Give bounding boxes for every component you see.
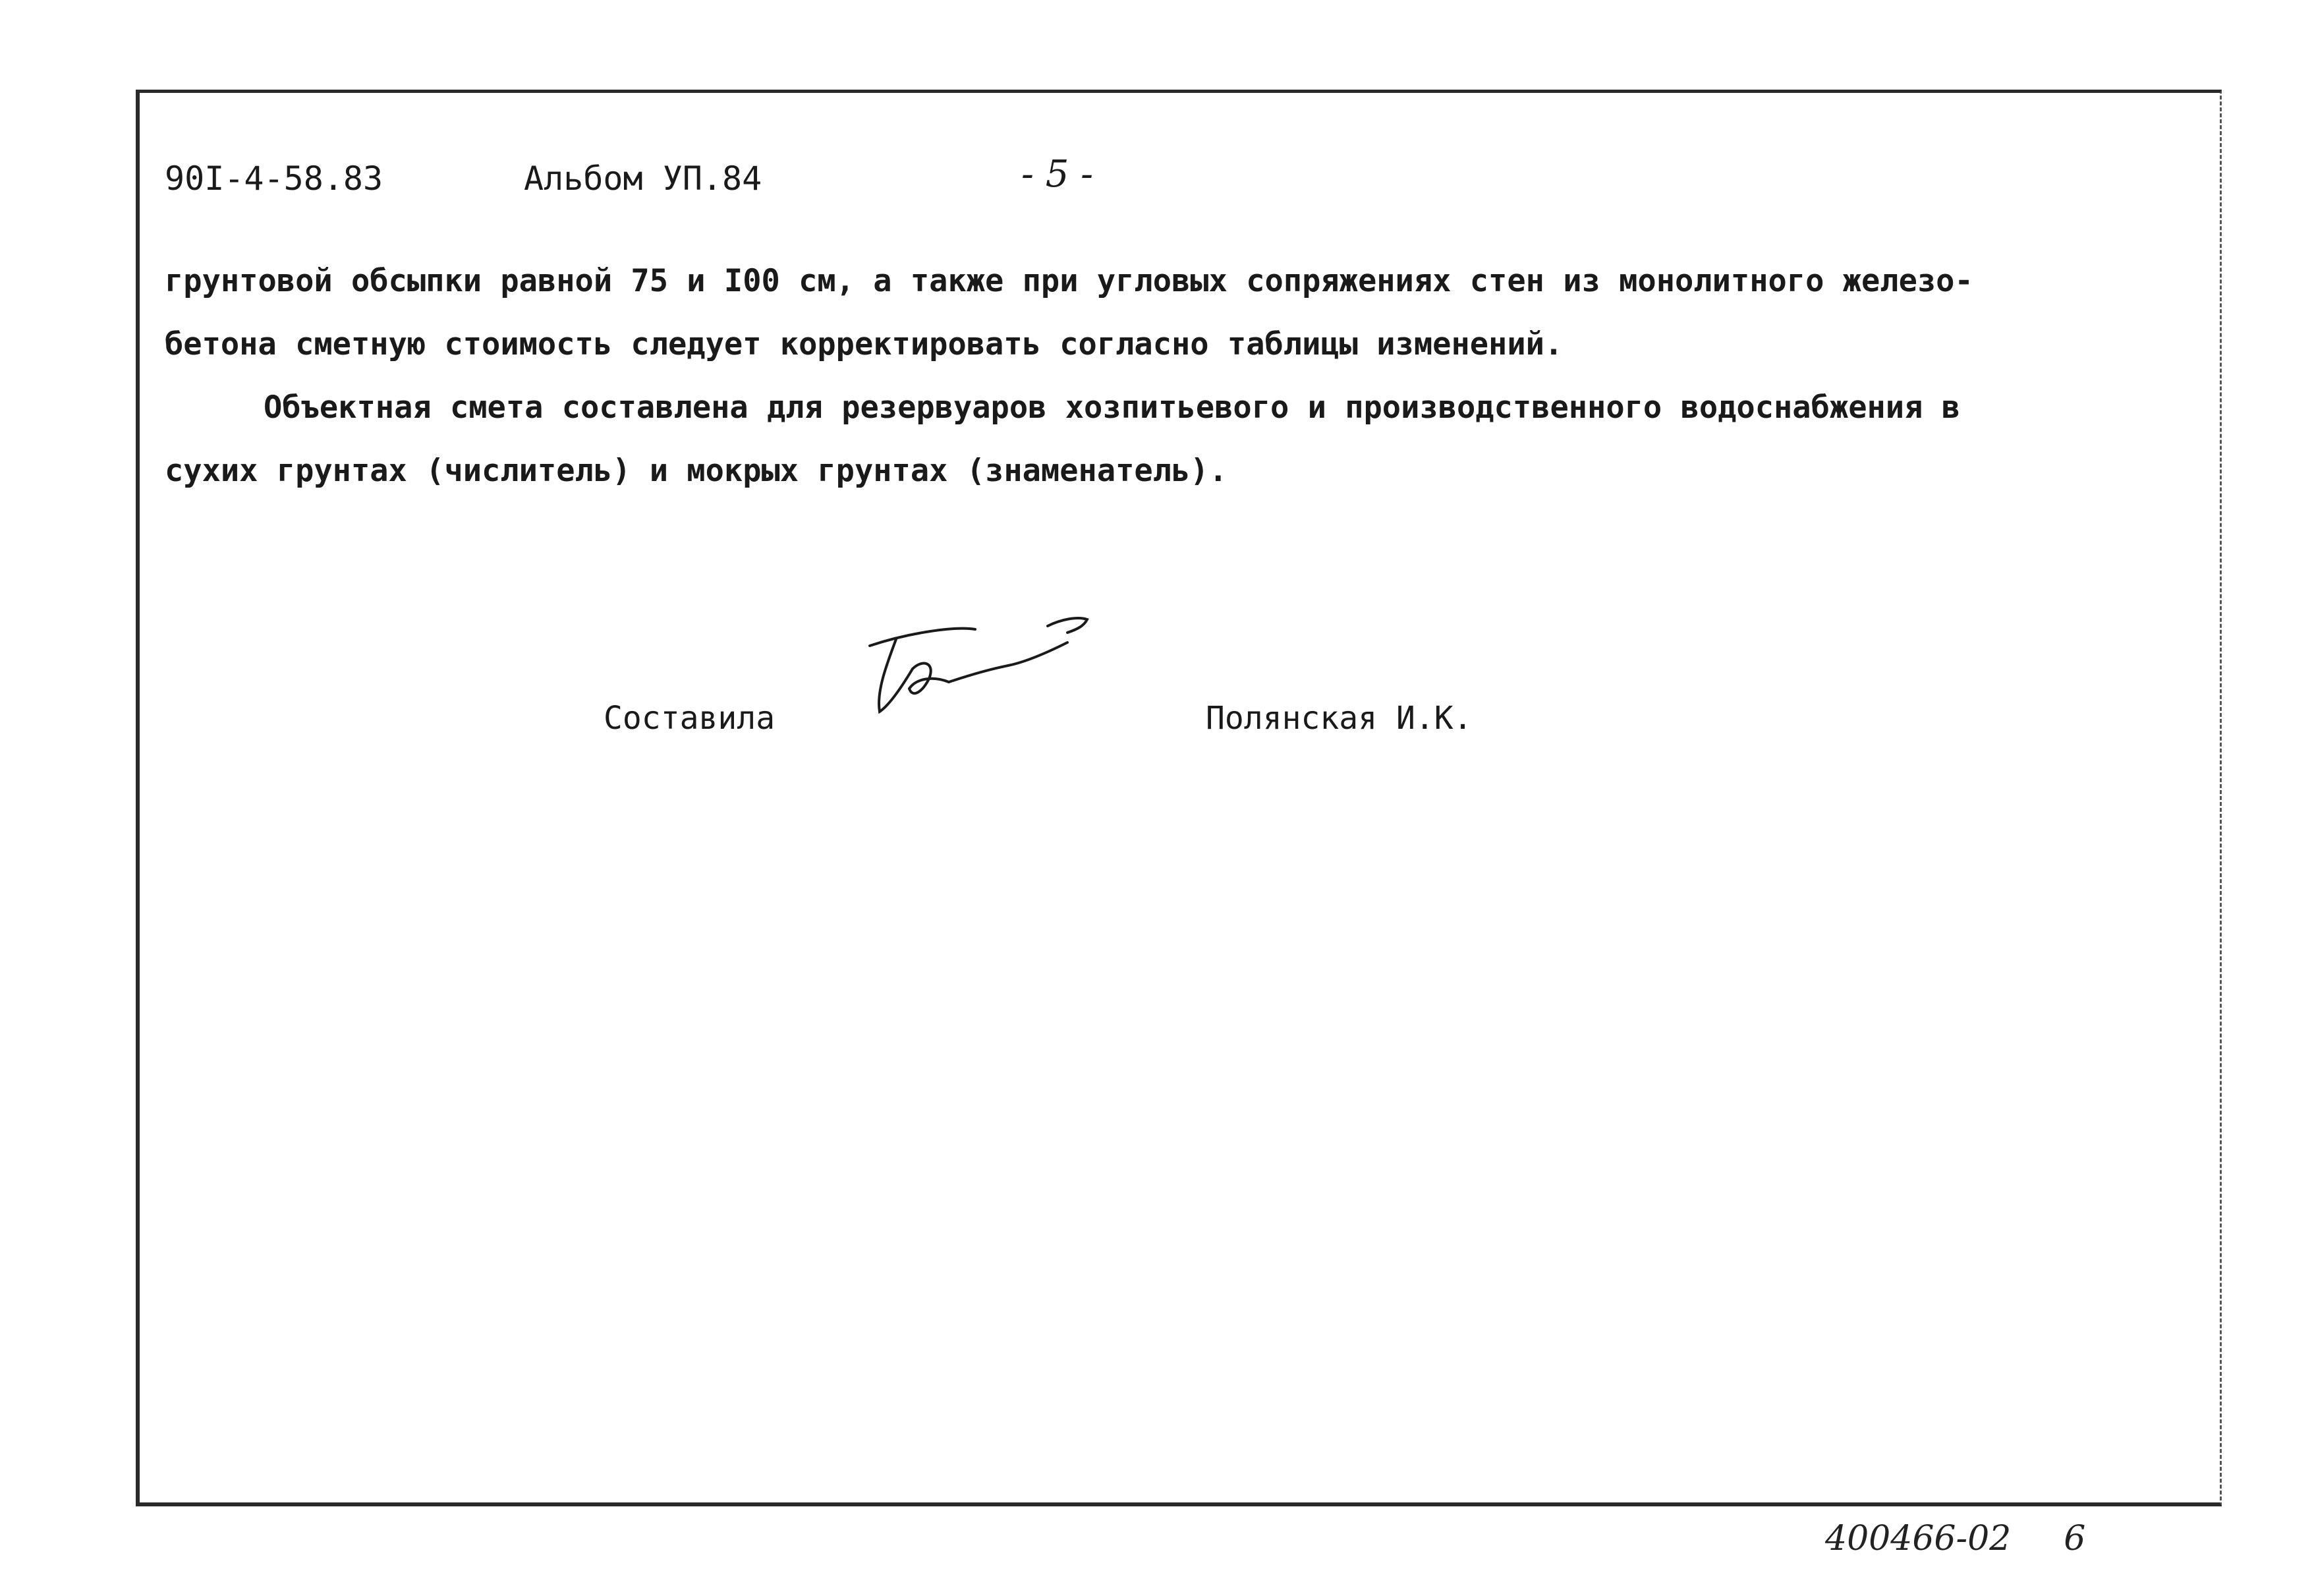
document-code: 90I-4-58.83: [165, 159, 383, 198]
page-number: - 5 -: [1021, 153, 1094, 196]
handwritten-signature: [850, 606, 1100, 738]
paragraph-line: грунтовой обсыпки равной 75 и I00 см, а также при угловых сопряжениях стен из монолитного железо-: [165, 263, 1973, 299]
paragraph-line: Объектная смета составлена для резервуаров хозпитьевого и производственного водоснабжения в: [264, 389, 1960, 426]
paragraph-line: сухих грунтах (числитель) и мокрых грунтах (знаменатель).: [165, 453, 1228, 489]
paragraph-line: бетона сметную стоимость следует корректировать согласно таблицы изменений.: [165, 326, 1564, 362]
compiled-by-label: Составила: [604, 700, 776, 737]
album-label: Альбом УП.84: [524, 159, 762, 198]
compiler-name: Полянская И.К.: [1206, 700, 1473, 737]
body-text: [165, 252, 2194, 505]
archive-number: 400466-02: [1825, 1519, 2012, 1558]
sheet-number: 6: [2064, 1519, 2086, 1558]
archive-stamp: [1825, 1516, 2085, 1562]
